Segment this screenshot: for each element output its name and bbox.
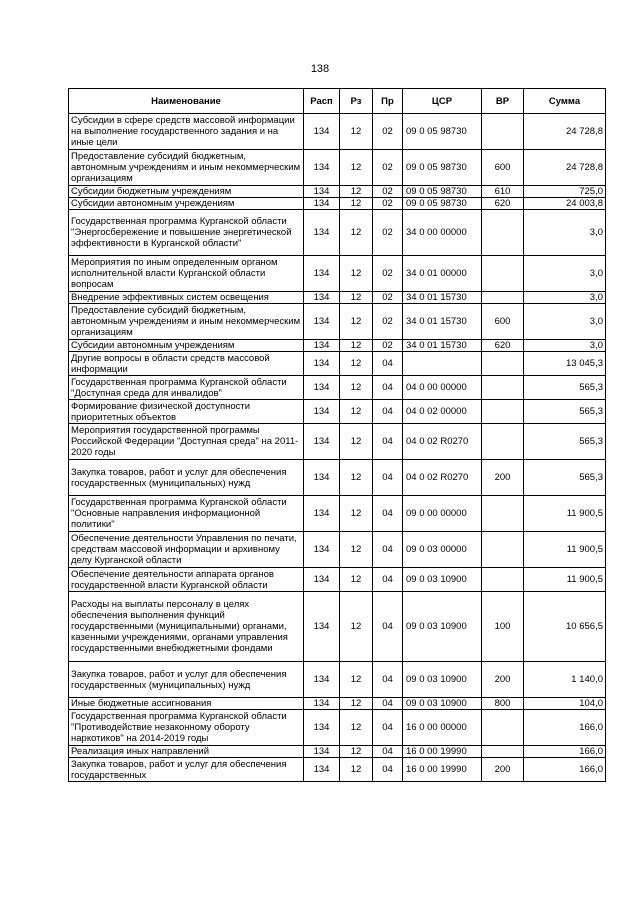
- cell-rasp: 134: [304, 114, 340, 150]
- cell-rz: 12: [340, 460, 373, 496]
- cell-sum: 1 140,0: [524, 662, 606, 698]
- cell-rz: 12: [340, 352, 373, 376]
- table-row: [69, 698, 606, 710]
- cell-vr: [482, 532, 524, 568]
- cell-sum: 565,3: [524, 376, 606, 400]
- header-vr: ВР: [482, 89, 524, 114]
- cell-rasp: 134: [304, 758, 340, 782]
- cell-rasp: 134: [304, 376, 340, 400]
- cell-rasp: 134: [304, 256, 340, 292]
- cell-sum: 565,3: [524, 424, 606, 460]
- cell-rz: 12: [340, 496, 373, 532]
- cell-name: Мероприятия государственной программы Российской Федерации "Доступная среда" на 2011-2020 годы: [69, 424, 304, 460]
- table-row: [69, 496, 606, 532]
- cell-rasp: 134: [304, 198, 340, 210]
- cell-pr: 04: [373, 710, 403, 746]
- cell-rasp: 134: [304, 710, 340, 746]
- cell-csr: 09 0 05 98730: [403, 114, 482, 150]
- cell-name: Обеспечение деятельности аппарата органов государственной власти Курганской области: [69, 568, 304, 592]
- cell-rasp: 134: [304, 460, 340, 496]
- table-row: [69, 460, 606, 496]
- cell-vr: [482, 114, 524, 150]
- cell-rasp: 134: [304, 292, 340, 304]
- cell-name: Субсидии автономным учреждениям: [69, 340, 304, 352]
- cell-pr: 04: [373, 400, 403, 424]
- cell-rasp: 134: [304, 304, 340, 340]
- cell-name: Иные бюджетные ассигнования: [69, 698, 304, 710]
- budget-table: [68, 88, 606, 782]
- table-row: [69, 210, 606, 256]
- cell-vr: 200: [482, 460, 524, 496]
- header-pr: Пр: [373, 89, 403, 114]
- table-row: [69, 532, 606, 568]
- cell-vr: [482, 496, 524, 532]
- cell-csr: 09 0 03 10900: [403, 698, 482, 710]
- cell-rz: 12: [340, 758, 373, 782]
- cell-pr: 04: [373, 592, 403, 662]
- table-header-row: [69, 89, 606, 114]
- cell-rasp: 134: [304, 662, 340, 698]
- table-row: [69, 198, 606, 210]
- cell-rz: 12: [340, 662, 373, 698]
- cell-csr: 04 0 02 00000: [403, 400, 482, 424]
- cell-pr: 02: [373, 198, 403, 210]
- cell-sum: 166,0: [524, 758, 606, 782]
- cell-sum: 166,0: [524, 710, 606, 746]
- cell-pr: 04: [373, 758, 403, 782]
- cell-pr: 02: [373, 256, 403, 292]
- cell-name: Другие вопросы в области средств массовой информации: [69, 352, 304, 376]
- cell-csr: 09 0 03 00000: [403, 532, 482, 568]
- cell-rz: 12: [340, 210, 373, 256]
- table-row: [69, 376, 606, 400]
- cell-pr: 02: [373, 150, 403, 186]
- cell-sum: 3,0: [524, 340, 606, 352]
- cell-sum: 3,0: [524, 292, 606, 304]
- cell-name: Субсидии в сфере средств массовой информации на выполнение государственного задания и на иные цели: [69, 114, 304, 150]
- cell-rz: 12: [340, 400, 373, 424]
- cell-vr: 610: [482, 186, 524, 198]
- header-csr: ЦСР: [403, 89, 482, 114]
- cell-name: Формирование физической доступности приоритетных объектов: [69, 400, 304, 424]
- cell-pr: 02: [373, 114, 403, 150]
- cell-vr: 100: [482, 592, 524, 662]
- cell-vr: [482, 568, 524, 592]
- cell-rz: 12: [340, 304, 373, 340]
- cell-sum: 104,0: [524, 698, 606, 710]
- cell-name: Закупка товаров, работ и услуг для обеспечения государственных (муниципальных) нужд: [69, 460, 304, 496]
- cell-name: Государственная программа Курганской области "Основные направления информационной политики": [69, 496, 304, 532]
- cell-vr: 200: [482, 758, 524, 782]
- cell-sum: 24 728,8: [524, 114, 606, 150]
- table-row: [69, 114, 606, 150]
- header-rz: Рз: [340, 89, 373, 114]
- cell-sum: 11 900,5: [524, 568, 606, 592]
- table-row: [69, 424, 606, 460]
- header-name: Наименование: [69, 89, 304, 114]
- cell-vr: [482, 710, 524, 746]
- cell-vr: 600: [482, 304, 524, 340]
- cell-pr: 04: [373, 662, 403, 698]
- cell-pr: 04: [373, 424, 403, 460]
- table-row: [69, 592, 606, 662]
- cell-sum: 166,0: [524, 746, 606, 758]
- cell-rasp: 134: [304, 150, 340, 186]
- cell-vr: [482, 400, 524, 424]
- table-row: [69, 662, 606, 698]
- cell-rasp: 134: [304, 424, 340, 460]
- cell-pr: 04: [373, 568, 403, 592]
- cell-sum: 725,0: [524, 186, 606, 198]
- table-row: [69, 746, 606, 758]
- cell-csr: 09 0 00 00000: [403, 496, 482, 532]
- cell-rz: 12: [340, 376, 373, 400]
- cell-rz: 12: [340, 698, 373, 710]
- cell-csr: 34 0 00 00000: [403, 210, 482, 256]
- table-row: [69, 304, 606, 340]
- page-number: 138: [310, 63, 330, 75]
- table-row: [69, 710, 606, 746]
- cell-csr: 04 0 02 R0270: [403, 460, 482, 496]
- cell-vr: 600: [482, 150, 524, 186]
- cell-rz: 12: [340, 198, 373, 210]
- cell-csr: 34 0 01 15730: [403, 292, 482, 304]
- table-row: [69, 150, 606, 186]
- cell-vr: [482, 352, 524, 376]
- cell-rz: 12: [340, 746, 373, 758]
- table-row: [69, 352, 606, 376]
- cell-name: Обеспечение деятельности Управления по печати, средствам массовой информации и архивному делу Курганской области: [69, 532, 304, 568]
- cell-pr: 04: [373, 532, 403, 568]
- cell-csr: 09 0 03 10900: [403, 592, 482, 662]
- cell-pr: 04: [373, 376, 403, 400]
- cell-sum: 13 045,3: [524, 352, 606, 376]
- cell-csr: 09 0 03 10900: [403, 662, 482, 698]
- table-row: [69, 568, 606, 592]
- cell-csr: 34 0 01 15730: [403, 304, 482, 340]
- header-rasp: Расп: [304, 89, 340, 114]
- table-body: [69, 114, 606, 782]
- cell-csr: 16 0 00 00000: [403, 710, 482, 746]
- cell-rz: 12: [340, 710, 373, 746]
- cell-rz: 12: [340, 256, 373, 292]
- cell-rasp: 134: [304, 400, 340, 424]
- cell-rasp: 134: [304, 496, 340, 532]
- cell-name: Субсидии автономным учреждениям: [69, 198, 304, 210]
- cell-name: Государственная программа Курганской области "Противодействие незаконному обороту наркотиков" на 2014-2019 годы: [69, 710, 304, 746]
- cell-rasp: 134: [304, 592, 340, 662]
- cell-vr: 620: [482, 340, 524, 352]
- cell-name: Реализация иных направлений: [69, 746, 304, 758]
- cell-pr: 02: [373, 340, 403, 352]
- cell-name: Государственная программа Курганской области "Энергосбережение и повышение энергетической эффективности в Курганской области": [69, 210, 304, 256]
- cell-name: Расходы на выплаты персоналу в целях обеспечения выполнения функций государственными (муниципальными) органами, казенными учреждениями, органами управления государственными внебюджетными фондами: [69, 592, 304, 662]
- table-row: [69, 400, 606, 424]
- cell-rz: 12: [340, 568, 373, 592]
- cell-csr: 16 0 00 19990: [403, 758, 482, 782]
- cell-csr: 34 0 01 00000: [403, 256, 482, 292]
- header-sum: Сумма: [524, 89, 606, 114]
- cell-pr: 04: [373, 746, 403, 758]
- cell-rasp: 134: [304, 186, 340, 198]
- cell-sum: 3,0: [524, 210, 606, 256]
- cell-vr: [482, 746, 524, 758]
- cell-pr: 04: [373, 698, 403, 710]
- cell-sum: 3,0: [524, 304, 606, 340]
- cell-rasp: 134: [304, 340, 340, 352]
- cell-csr: 34 0 01 15730: [403, 340, 482, 352]
- cell-name: Субсидии бюджетным учреждениям: [69, 186, 304, 198]
- cell-vr: [482, 424, 524, 460]
- cell-csr: 09 0 05 98730: [403, 150, 482, 186]
- cell-csr: 16 0 00 19990: [403, 746, 482, 758]
- cell-name: Предоставление субсидий бюджетным, автономным учреждениям и иным некоммерческим организациям: [69, 150, 304, 186]
- cell-rasp: 134: [304, 532, 340, 568]
- cell-csr: 09 0 05 98730: [403, 198, 482, 210]
- table-row: [69, 758, 606, 782]
- cell-name: Закупка товаров, работ и услуг для обеспечения государственных (муниципальных) нужд: [69, 662, 304, 698]
- cell-pr: 04: [373, 352, 403, 376]
- cell-sum: 565,3: [524, 460, 606, 496]
- table-row: [69, 340, 606, 352]
- cell-sum: 24 003,8: [524, 198, 606, 210]
- cell-rz: 12: [340, 292, 373, 304]
- cell-rz: 12: [340, 114, 373, 150]
- cell-name: Государственная программа Курганской области "Доступная среда для инвалидов": [69, 376, 304, 400]
- cell-vr: [482, 256, 524, 292]
- cell-rasp: 134: [304, 210, 340, 256]
- cell-pr: 02: [373, 210, 403, 256]
- cell-vr: [482, 292, 524, 304]
- cell-rz: 12: [340, 532, 373, 568]
- cell-rz: 12: [340, 186, 373, 198]
- table-row: [69, 256, 606, 292]
- cell-rz: 12: [340, 592, 373, 662]
- table-row: [69, 186, 606, 198]
- cell-vr: 800: [482, 698, 524, 710]
- cell-pr: 04: [373, 460, 403, 496]
- cell-pr: 02: [373, 304, 403, 340]
- cell-vr: 200: [482, 662, 524, 698]
- cell-rz: 12: [340, 150, 373, 186]
- cell-rasp: 134: [304, 698, 340, 710]
- table-row: [69, 292, 606, 304]
- cell-sum: 11 900,5: [524, 532, 606, 568]
- cell-sum: 565,3: [524, 400, 606, 424]
- cell-rasp: 134: [304, 352, 340, 376]
- cell-pr: 02: [373, 186, 403, 198]
- cell-name: Предоставление субсидий бюджетным, автономным учреждениям и иным некоммерческим организациям: [69, 304, 304, 340]
- cell-pr: 02: [373, 292, 403, 304]
- cell-csr: 09 0 05 98730: [403, 186, 482, 198]
- cell-csr: 09 0 03 10900: [403, 568, 482, 592]
- cell-csr: 04 0 00 00000: [403, 376, 482, 400]
- cell-sum: 24 728,8: [524, 150, 606, 186]
- cell-rz: 12: [340, 424, 373, 460]
- cell-pr: 04: [373, 496, 403, 532]
- cell-rasp: 134: [304, 746, 340, 758]
- cell-csr: 04 0 02 R0270: [403, 424, 482, 460]
- cell-sum: 3,0: [524, 256, 606, 292]
- cell-name: Внедрение эффективных систем освещения: [69, 292, 304, 304]
- cell-vr: [482, 210, 524, 256]
- cell-vr: 620: [482, 198, 524, 210]
- cell-sum: 11 900,5: [524, 496, 606, 532]
- cell-rz: 12: [340, 340, 373, 352]
- cell-vr: [482, 376, 524, 400]
- cell-sum: 10 656,5: [524, 592, 606, 662]
- cell-rasp: 134: [304, 568, 340, 592]
- cell-name: Закупка товаров, работ и услуг для обеспечения государственных: [69, 758, 304, 782]
- cell-name: Мероприятия по иным определенным органом исполнительной власти Курганской области вопросам: [69, 256, 304, 292]
- cell-csr: [403, 352, 482, 376]
